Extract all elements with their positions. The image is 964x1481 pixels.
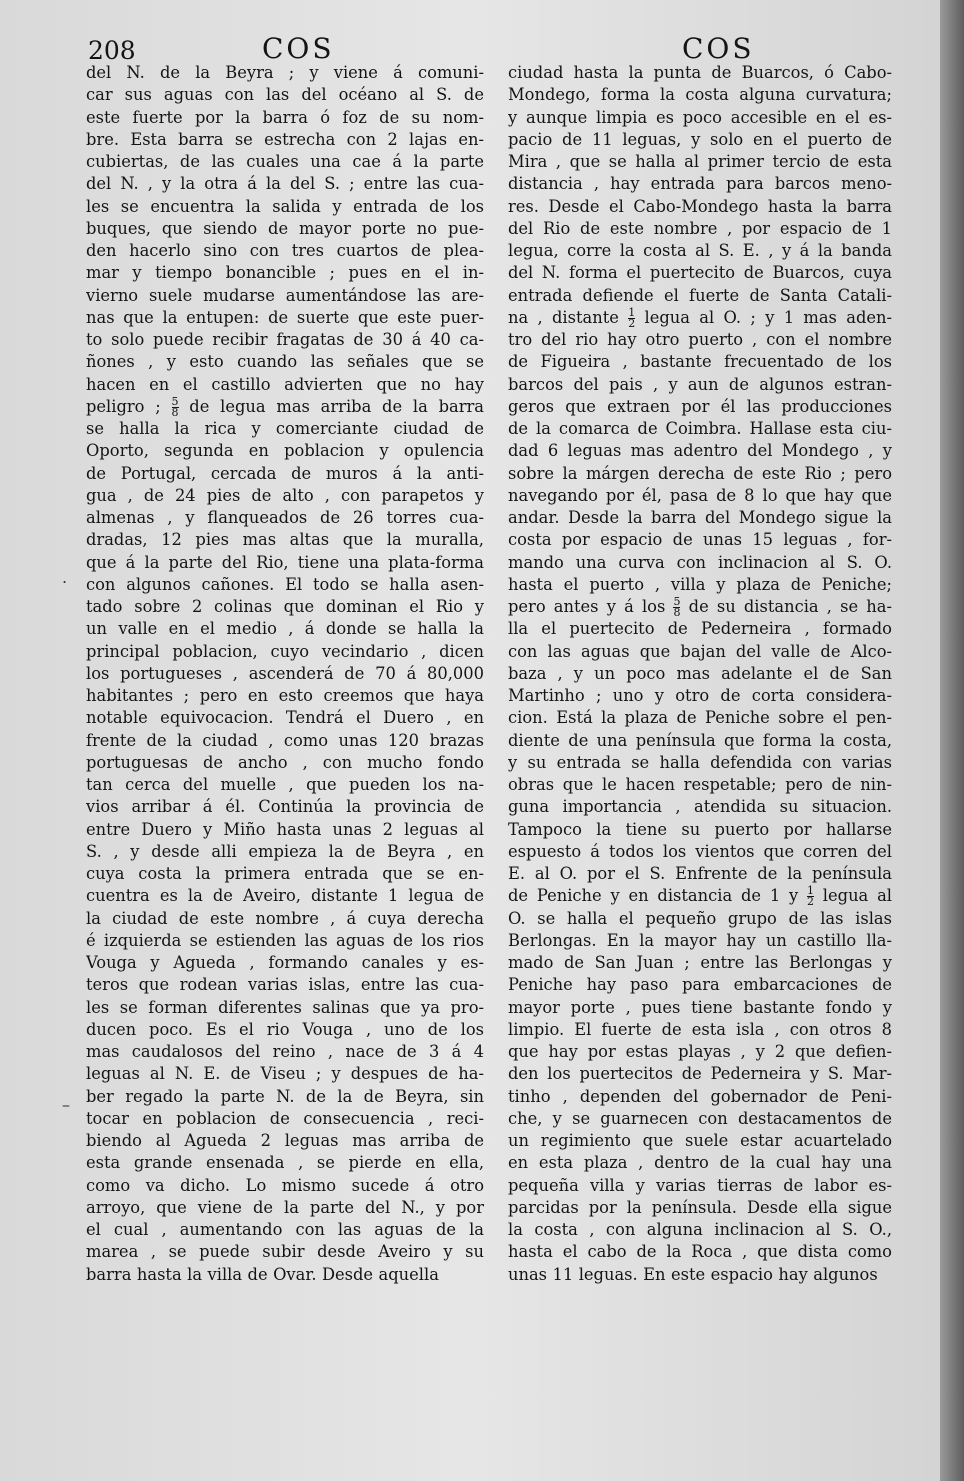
text-line: hasta el puerto , villa y plaza de Peniche; xyxy=(508,574,892,594)
text-line: de Peniche y en distancia de 1 y $\frac{1}{2}$ legua al xyxy=(508,885,892,908)
text-line: cion. Está la plaza de Peniche sobre el pen- xyxy=(508,708,892,728)
text-line: del N. forma el puertecito de Buarcos, cuya xyxy=(508,263,892,283)
text-line: vios arribar á él. Continúa la provincia de xyxy=(86,797,484,817)
text-line: mas caudalosos del reino , nace de 3 á 4 xyxy=(86,1042,484,1061)
text-line: entre Duero y Miño hasta unas 2 leguas al xyxy=(86,819,484,839)
text-line: Peniche hay paso para embarcaciones de xyxy=(508,975,892,995)
text-line: hasta el cabo de la Roca , que dista como xyxy=(508,1242,892,1262)
text-line: to solo puede recibir fragatas de 30 á 40 ca- xyxy=(86,330,484,349)
text-line: el cual , aumentando con las aguas de la xyxy=(86,1220,484,1239)
text-line: bre. Esta barra se estrecha con 2 lajas en- xyxy=(86,129,484,149)
text-line: buques, que siendo de mayor porte no pue- xyxy=(86,218,484,238)
text-line: S. , y desde alli empieza la de Beyra , en xyxy=(86,841,484,861)
text-line: del Rio de este nombre , por espacio de 1 xyxy=(508,218,892,238)
text-line: den hacerlo sino con tres cuartos de plea- xyxy=(86,241,484,260)
left-text-column xyxy=(86,62,484,1286)
text-line: habitantes ; pero en esto creemos que haya xyxy=(86,686,484,705)
fraction xyxy=(807,886,814,907)
text-line: mayor porte , pues tiene bastante fondo y xyxy=(508,997,892,1017)
text-line: pequeña villa y varias tierras de labor es- xyxy=(508,1175,892,1195)
text-line: limpio. El fuerte de esta isla , con otros 8 xyxy=(508,1019,892,1039)
text-line: den los puertecitos de Pederneira y S. Mar- xyxy=(508,1064,892,1084)
text-line: les se forman diferentes salinas que ya pro- xyxy=(86,997,484,1017)
text-line: portuguesas de ancho , con mucho fondo xyxy=(86,752,484,772)
text-line: con algunos cañones. El todo se halla asen- xyxy=(86,574,484,594)
text-line: Tampoco la tiene su puerto por hallarse xyxy=(508,819,892,839)
text-line: en esta plaza , dentro de la cual hay una xyxy=(508,1153,892,1173)
text-line: tinho , dependen del gobernador de Peni- xyxy=(508,1086,892,1106)
fraction-denominator: 8 xyxy=(673,606,681,619)
text-line: Oporto, segunda en poblacion y opulencia xyxy=(86,441,484,461)
text-line: navegando por él, pasa de 8 lo que hay que xyxy=(508,485,892,505)
text-line: Vouga y Agueda , formando canales y es- xyxy=(86,953,484,972)
text-line: cubiertas, de las cuales una cae á la parte xyxy=(86,152,484,171)
text-line: pero antes y á los $\frac{5}{8}$ de su distancia , se ha- xyxy=(508,596,892,619)
fraction-denominator: 2 xyxy=(628,316,636,329)
text-line: hacen en el castillo advierten que no hay xyxy=(86,374,484,394)
margin-mark: – xyxy=(62,1095,70,1114)
text-line: ñones , y esto cuando las señales que se xyxy=(86,352,484,372)
text-line: con las aguas que bajan del valle de Alco- xyxy=(508,641,892,661)
text-line: tado sobre 2 colinas que dominan el Rio y xyxy=(86,597,484,616)
text-line: la ciudad de este nombre , á cuya derecha xyxy=(86,908,484,928)
text-line: guna importancia , atendida su situacion. xyxy=(508,797,892,817)
text-line: é izquierda se estienden las aguas de los rios xyxy=(86,930,484,950)
text-line: mando una curva con inclinacion al S. O. xyxy=(508,552,892,572)
running-head-right: COS xyxy=(682,32,755,65)
text-line: gua , de 24 pies de alto , con parapetos y xyxy=(86,485,484,505)
fraction xyxy=(673,597,680,618)
text-line: pacio de 11 leguas, y solo en el puerto de xyxy=(508,129,892,149)
text-line: como va dicho. Lo mismo sucede á otro xyxy=(86,1175,484,1195)
text-line: y aunque limpia es poco accesible en el es- xyxy=(508,107,892,127)
text-line: almenas , y flanqueados de 26 torres cua- xyxy=(86,508,484,527)
text-line: dradas, 12 pies mas altas que la muralla, xyxy=(86,530,484,550)
fraction-denominator: 8 xyxy=(171,405,179,418)
text-line: baza , y un poco mas adelante el de San xyxy=(508,663,892,683)
text-line: unas 11 leguas. En este espacio hay algunos xyxy=(508,1264,878,1284)
text-line: cuya costa la primera entrada que se en- xyxy=(86,864,484,883)
fraction-denominator: 2 xyxy=(807,895,814,908)
text-line: esta grande ensenada , se pierde en ella, xyxy=(86,1153,484,1173)
text-line: marea , se puede subir desde Aveiro y su xyxy=(86,1242,484,1262)
text-line: este fuerte por la barra ó foz de su nom- xyxy=(86,107,484,127)
text-line: diente de una península que forma la costa, xyxy=(508,730,892,750)
fraction xyxy=(628,308,635,329)
text-line: che, y se guarnecen con destacamentos de xyxy=(508,1108,892,1128)
text-line: teros que rodean varias islas, entre las cua- xyxy=(86,975,484,995)
page-number: 208 xyxy=(88,36,136,65)
text-line: sobre la márgen derecha de este Rio ; pero xyxy=(508,463,892,483)
page-edge-shadow xyxy=(940,0,964,1481)
text-line: entrada defiende el fuerte de Santa Catali- xyxy=(508,285,892,305)
text-line: la costa , con alguna inclinacion al S. O., xyxy=(508,1220,892,1239)
fraction-numerator: 5 xyxy=(673,596,681,608)
text-line: leguas al N. E. de Viseu ; y despues de ha- xyxy=(86,1064,484,1084)
text-line: mado de San Juan ; entre las Berlongas y xyxy=(508,953,892,972)
running-head-left: COS xyxy=(262,32,335,65)
text-line: na , distante $\frac{1}{2}$ legua al O. ; y 1 mas aden- xyxy=(508,306,892,329)
text-line: Martinho ; uno y otro de corta considera- xyxy=(508,686,892,705)
text-line: obras que le hacen respetable; pero de nin- xyxy=(508,775,892,794)
fraction xyxy=(172,397,179,418)
text-line: de Figueira , bastante frecuentado de los xyxy=(508,352,892,372)
text-line: espuesto á todos los vientos que corren del xyxy=(508,841,892,861)
margin-mark: . xyxy=(62,568,68,587)
text-line: geros que extraen por él las producciones xyxy=(508,396,892,416)
text-line: arroyo, que viene de la parte del N., y por xyxy=(86,1197,484,1217)
text-line: un regimiento que suele estar acuartelado xyxy=(508,1131,892,1150)
text-line: biendo al Agueda 2 leguas mas arriba de xyxy=(86,1131,484,1150)
text-line: del N. , y la otra á la del S. ; entre las cua- xyxy=(86,174,484,194)
text-line: de la comarca de Coimbra. Hallase esta ciu- xyxy=(508,419,892,438)
text-line: costa por espacio de unas 15 leguas , for- xyxy=(508,530,892,550)
text-line: vierno suele mudarse aumentándose las are- xyxy=(86,285,484,305)
text-line: tan cerca del muelle , que pueden los na- xyxy=(86,775,484,794)
text-line: Berlongas. En la mayor hay un castillo lla- xyxy=(508,930,892,950)
text-line: andar. Desde la barra del Mondego sigue la xyxy=(508,508,892,527)
text-line: Mondego, forma la costa alguna curvatura; xyxy=(508,85,892,105)
text-line: O. se halla el pequeño grupo de las islas xyxy=(508,908,892,928)
text-line: legua, corre la costa al S. E. , y á la banda xyxy=(508,241,892,260)
text-line: ducen poco. Es el rio Vouga , uno de los xyxy=(86,1019,484,1039)
text-line: dad 6 leguas mas adentro del Mondego , y xyxy=(508,441,892,461)
text-line: ber regado la parte N. de la de Beyra, sin xyxy=(86,1086,484,1106)
text-line: y su entrada se halla defendida con varias xyxy=(508,752,892,772)
text-line: tro del rio hay otro puerto , con el nombre xyxy=(508,330,892,349)
text-line: principal poblacion, cuyo vecindario , dicen xyxy=(86,641,484,661)
text-line: tocar en poblacion de consecuencia , reci- xyxy=(86,1108,484,1128)
text-line: parcidas por la península. Desde ella sigue xyxy=(508,1197,892,1217)
text-line: nas que la entupen: de suerte que este puer- xyxy=(86,307,484,327)
text-line: ciudad hasta la punta de Buarcos, ó Cabo- xyxy=(508,63,892,82)
text-line: los portugueses , ascenderá de 70 á 80,000 xyxy=(86,663,484,683)
fraction-numerator: 1 xyxy=(628,306,636,319)
text-line: lla el puertecito de Pederneira , formado xyxy=(508,619,892,639)
text-line: frente de la ciudad , como unas 120 brazas xyxy=(86,730,484,750)
text-line: distancia , hay entrada para barcos meno- xyxy=(508,174,892,194)
fraction-numerator: 5 xyxy=(171,395,179,408)
text-line: barcos del pais , y aun de algunos estran- xyxy=(508,374,892,394)
text-line: un valle en el medio , á donde se halla la xyxy=(86,619,484,639)
text-line: cuentra es la de Aveiro, distante 1 legua de xyxy=(86,886,484,906)
text-line: que hay por estas playas , y 2 que defien- xyxy=(508,1042,892,1061)
text-line: que á la parte del Rio, tiene una plata-forma xyxy=(86,552,484,572)
text-line: del N. de la Beyra ; y viene á comuni- xyxy=(86,63,484,82)
text-line: car sus aguas con las del océano al S. de xyxy=(86,85,484,105)
fraction-numerator: 1 xyxy=(807,885,814,898)
text-line: de Portugal, cercada de muros á la anti- xyxy=(86,463,484,483)
right-text-column xyxy=(508,62,892,1286)
text-line: notable equivocacion. Tendrá el Duero , en xyxy=(86,708,484,728)
text-line: Mira , que se halla al primer tercio de esta xyxy=(508,152,892,171)
text-line: les se encuentra la salida y entrada de los xyxy=(86,196,484,216)
text-line: barra hasta la villa de Ovar. Desde aquella xyxy=(86,1264,439,1284)
text-line: res. Desde el Cabo-Mondego hasta la barra xyxy=(508,196,892,216)
text-line: mar y tiempo bonancible ; pues en el in- xyxy=(86,263,484,283)
text-line: peligro ; $\frac{5}{8}$ de legua mas arriba de la barra xyxy=(86,395,484,418)
text-line: se halla la rica y comerciante ciudad de xyxy=(86,419,484,438)
text-line: E. al O. por el S. Enfrente de la península xyxy=(508,864,892,883)
